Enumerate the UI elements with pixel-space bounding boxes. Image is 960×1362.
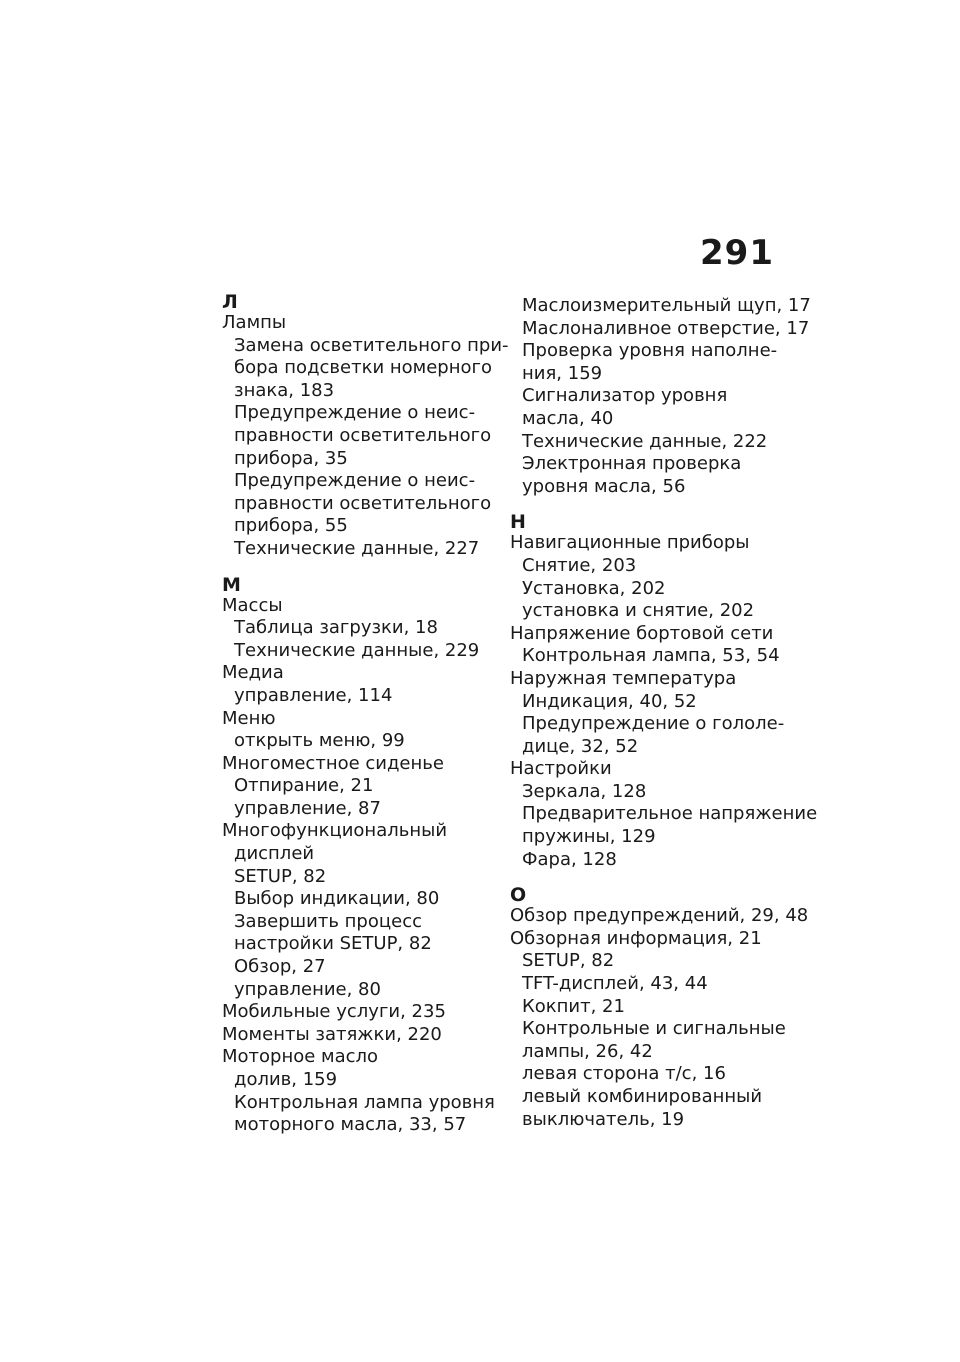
- index-subentry: левая сторона т/с, 16: [522, 1063, 726, 1085]
- index-entry: Навигационные приборы: [510, 532, 750, 554]
- index-section-letter: О: [510, 884, 527, 907]
- index-subentry: ния, 159: [522, 362, 603, 384]
- index-subentry: Маслоизмерительный щуп, 17: [522, 295, 811, 316]
- index-subentry: Обзор, 27: [234, 956, 326, 978]
- index-subentry: Снятие, 203: [522, 554, 637, 576]
- index-subentry: правности осветительного: [234, 492, 492, 514]
- index-subentry: дице, 32, 52: [522, 735, 639, 757]
- index-entry: Массы: [222, 594, 283, 616]
- index-subentry: моторного масла, 33, 57: [234, 1114, 467, 1136]
- index-subentry: Технические данные, 227: [234, 537, 480, 559]
- index-subentry: установка и снятие, 202: [522, 600, 755, 622]
- index-subentry: Завершить процесс: [234, 910, 422, 932]
- index-subentry: Таблица загрузки, 18: [234, 617, 438, 639]
- index-subentry: Выбор индикации, 80: [234, 888, 440, 910]
- index-entry: Медиа: [222, 662, 284, 684]
- index-subentry: Отпирание, 21: [234, 775, 374, 797]
- index-subentry: управление, 80: [234, 978, 381, 1000]
- index-column-right: [510, 295, 818, 1131]
- index-subentry: настройки SETUP, 82: [234, 933, 432, 955]
- index-entry: Мобильные услуги, 235: [222, 1001, 446, 1023]
- index-subentry: SETUP, 82: [234, 865, 327, 887]
- index-subentry: SETUP, 82: [522, 950, 615, 972]
- index-subentry: Контрольные и сигнальные: [522, 1018, 786, 1040]
- index-subentry: пружины, 129: [522, 826, 656, 848]
- index-subentry: прибора, 55: [234, 515, 348, 537]
- index-subentry: Предупреждение о неис-: [234, 470, 476, 492]
- index-section-letter: Н: [510, 511, 526, 534]
- index-entry: Наружная температура: [510, 667, 737, 689]
- index-subentry: Предварительное напряжение: [522, 803, 818, 825]
- index-subentry: лампы, 26, 42: [522, 1040, 653, 1062]
- index-entry: Моменты затяжки, 220: [222, 1023, 442, 1045]
- index-subentry: Электронная проверка: [522, 453, 742, 475]
- index-column-left: [222, 291, 509, 1137]
- index-subentry: Фара, 128: [522, 848, 617, 870]
- index-section-letter: Л: [222, 291, 238, 313]
- index-subentry: Предупреждение о неис-: [234, 402, 476, 424]
- index-entry: Многоместное сиденье: [222, 752, 444, 774]
- index-subentry: управление, 114: [234, 684, 393, 706]
- index-subentry: Предупреждение о гололе-: [522, 713, 785, 735]
- index-entry: Настройки: [510, 758, 612, 780]
- index-subentry: Маслоналивное отверстие, 17: [522, 317, 810, 339]
- index-subentry: левый комбинированный: [522, 1086, 763, 1107]
- index-subentry: знака, 183: [234, 379, 335, 401]
- index-entry: Многофункциональный: [222, 820, 448, 842]
- index-entry: Обзор предупреждений, 29, 48: [510, 905, 809, 927]
- index-subentry: уровня масла, 56: [522, 475, 686, 497]
- index-subentry: дисплей: [234, 843, 315, 865]
- index-subentry: выключатель, 19: [522, 1108, 685, 1130]
- index-subentry: бора подсветки номерного: [234, 357, 492, 379]
- index-subentry: Замена осветительного при-: [234, 334, 509, 356]
- index-subentry: прибора, 35: [234, 447, 348, 469]
- page-number: 291: [700, 233, 774, 273]
- index-subentry: долив, 159: [234, 1069, 338, 1090]
- index-subentry: Зеркала, 128: [522, 780, 647, 802]
- index-subentry: Установка, 202: [522, 577, 666, 599]
- index-entry: Напряжение бортовой сети: [510, 622, 774, 644]
- index-subentry: открыть меню, 99: [234, 730, 405, 752]
- index-entry: Меню: [222, 707, 276, 729]
- index-subentry: Технические данные, 229: [234, 639, 480, 661]
- index-entry: Лампы: [222, 312, 287, 333]
- index-subentry: Индикация, 40, 52: [522, 690, 697, 712]
- index-subentry: Сигнализатор уровня: [522, 385, 728, 407]
- index-subentry: масла, 40: [522, 407, 614, 429]
- index-subentry: Кокпит, 21: [522, 995, 625, 1017]
- index-entry: Моторное масло: [222, 1046, 379, 1068]
- index-subentry: TFT-дисплей, 43, 44: [522, 973, 708, 995]
- index-section-letter: М: [222, 573, 241, 596]
- index-entry: Обзорная информация, 21: [510, 927, 762, 949]
- index-subentry: Технические данные, 222: [522, 430, 768, 452]
- index-subentry: правности осветительного: [234, 424, 492, 446]
- index-subentry: Контрольная лампа уровня: [234, 1091, 495, 1113]
- index-subentry: управление, 87: [234, 797, 381, 819]
- index-subentry: Проверка уровня наполне-: [522, 340, 778, 362]
- index-subentry: Контрольная лампа, 53, 54: [522, 645, 780, 667]
